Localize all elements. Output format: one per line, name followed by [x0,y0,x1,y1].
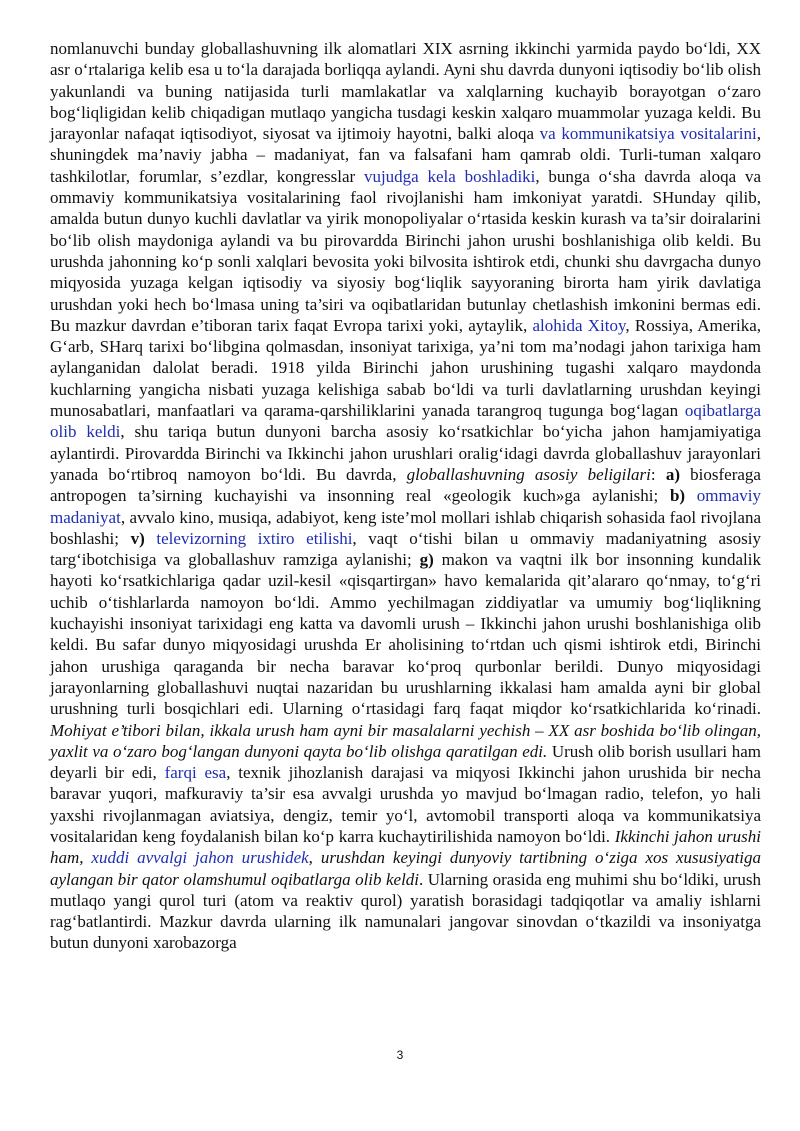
text-run: : [650,464,666,484]
hyperlink-text[interactable]: xuddi avvalgi jahon urushidek [91,848,309,868]
hyperlink-text[interactable]: oqibatlarga olib keldi [50,401,761,442]
hyperlink-text[interactable]: va kommunikatsiya vositalarini [539,124,757,144]
text-run: , Rossiya, Amerika, G‘arb, SHarq tarixi bo‘libgina qolmasdan, insoniyat tarixiga, ya’ni tom ma’nodagi jahon tarixiga ham aylanganidan dalolat beradi. 1918 yilda Birinchi jahon urushining tugashi xalqaro maydonda kuchlarning yangicha nisbati yuzaga kelishiga sabab bo‘ldi va turli davlatlarning urushdan keyingi munosabatlari, manfaatlari va qarama-qarshiliklarini yanada tarangroq tugunga bog‘lagan [50,315,761,421]
italic-text: , urushdan keyingi dunyoviy tartibning o‘ziga xos xususiyatiga aylangan bir qator olamshumul oqibatlarga olib keldi [50,848,761,889]
hyperlink-text[interactable]: ommaviy madaniyat [50,486,762,527]
text-run: biosferaga antropogen ta’sirning kuchayishi va insonning real «geologik kuch»ga aylanishi; [50,464,761,506]
text-run: . Ularning orasida eng muhimi shu bo‘ldiki, urush mutlaqo yangi qurol turi (atom va reaktiv qurol) yaratish borasidagi tadqiqotlar va amaliy ishlarni rag‘batlantirdi. Mazkur davrda ularning ilk namunalari jangovar sinovdan o‘tkazildi va insoniyatga butun dunyoni xarobazorga [50,869,762,953]
text-run: nomlanuvchi bunday globallashuvning ilk alomatlari XIX asrning ikkinchi yarmida paydo bo‘ldi, XX asr o‘rtalariga kelib esa u to‘la darajada borliqqa aylandi. Ayni shu davrda dunyoni iqtisodiy bo‘lib olish yakunlandi va buning natijasida turli mamlakatlar va xalqlarning kuchayib borayotgan o‘zaro bog‘liqligidan kelib chiqadigan mutlaqo yangicha tusdagi keskin xalqaro muammolar yuzaga keldi. Bu jarayonlar nafaqat iqtisodiyot, siyosat va ijtimoiy hayotni, balki aloqa [50,39,761,144]
text-run: , vaqt o‘tishi bilan u ommaviy madaniyatning asosiy targ‘ibotchisiga va globallashuv ramziga aylanishi; [50,528,761,570]
text-run: Urush olib borish usullari ham deyarli bir edi, [50,741,761,783]
hyperlink-text[interactable]: farqi esa [164,763,227,783]
text-run [145,529,157,548]
list-marker: b) [669,486,686,506]
list-marker: a) [665,464,680,484]
page-number: 3 [396,1048,404,1062]
hyperlink-text[interactable]: alohida Xitoy [532,315,626,335]
list-marker: g) [419,550,434,570]
text-run: , bunga o‘sha davrda aloqa va ommaviy kommunikatsiya vositalarining faol rivojlanishi ham imkoniyat yaratdi. SHunday qilib, amalda butun dunyo kuchli davlatlar va yirik monopoliyalar o‘rtasida keskin kurash va ta’sir doiralarini bo‘lib olish maydoniga aylandi va bu pirovardda Birinchi jahon urushi boshlanishiga olib keldi. Bu urushda jahonning ko‘p sonli xalqlari bevosita yoki bilvosita ishtirok etdi, chunki shu davrgacha dunyo miqyosida yuzaga kelgan iqtisodiy va siyosiy bog‘liqlik sayyoraning birorta ham yirik davlatiga urushdan yoki hech bo‘lmasa uning ta’siri va oqibatlaridan butunlay chetlashish imkonini bermas edi. Bu mazkur davrdan e’tiboran tarix faqat Evropa tarixi yoki, aytaylik, [50,166,761,335]
text-run: , avvalo kino, musiqa, adabiyot, keng iste’mol mollari ishlab chiqarish sohasida faol rivojlana boshlashi; [50,507,761,548]
text-run [685,486,697,505]
text-run: , shuningdek ma’naviy jabha – madaniyat, fan va falsafani ham qamrab oldi. Turli-tuman xalqaro tashkilotlar, forumlar, s’ezdlar, kongresslar [50,124,761,186]
text-run: makon va vaqtni ilk bor insonning kundalik hayoti ko‘rsatkichlariga qadar uzil-kesil «qisqartirgan» havo kemalarida qit’alararo qo‘nmay, to‘g‘ri uchib o‘tishlarlarda namoyon bo‘ldi. Ammo yechilmagan ziddiyatlar va umumiy bog‘liqlikning kuchayishi insoniyat tarixidagi eng katta va davomli urush – Ikkinchi jahon urushi boshlanishiga olib keldi. Bu safar dunyo miqyosidagi urushda Er aholisining to‘rtdan uch qismi ishtirok etdi, Birinchi jahon urushiga qaraganda bir necha baravar ko‘proq qurbonlar berildi. Dunyo miqyosidagi jarayonlarning globallashuvi nuqtai nazaridan bu urushlarning ikkalasi ham amalda ayni bir global urushning turli bosqichlari edi. Ularning o‘rtasidagi farq faqat miqdor ko‘rsatkichlarida ko‘rinadi. [50,550,761,719]
document-page [50,38,761,954]
text-run: , texnik jihozlanish darajasi va miqyosi Ikkinchi jahon urushida bir necha baravar yuqori, mafkuraviy ta’sir esa avvalgi urushda yo mavjud bo‘lmagan radio, telefon, yo hali yaxshi rivojlanmagan aviatsiya, dengiz, temir yo‘l, avtomobil transporti aloqa va kommunikatsiya vositalaridan keng foydalanish bilan ko‘p karra kuchaytirilishida namoyon bo‘ldi. [50,763,761,846]
body-paragraph [50,38,761,954]
italic-text: Mohiyat e’tibori bilan, ikkala urush ham ayni bir masalalarni yechish – XX asr boshida bo‘lib olingan, yaxlit va o‘zaro bog‘langan dunyoni qayta bo‘lib olishga qaratilgan edi. [50,720,761,761]
text-run: , shu tariqa butun dunyoni barcha asosiy ko‘rsatkichlar bo‘yicha jahon hamjamiyatiga aylantirdi. Pirovardda Birinchi va Ikkinchi jahon urushlari oralig‘idagi davrda globallashuv jarayonlari yanada bo‘rtibroq namoyon bo‘ldi. Bu davrda, [50,422,761,484]
italic-text: Ikkinchi jahon urushi ham, [50,826,762,868]
hyperlink-text[interactable]: vujudga kela boshladiki [363,166,536,186]
list-marker: v) [130,528,145,548]
italic-text: globallashuvning asosiy beligilari [406,464,651,484]
hyperlink-text[interactable]: televizorning ixtiro etilishi [156,528,353,548]
